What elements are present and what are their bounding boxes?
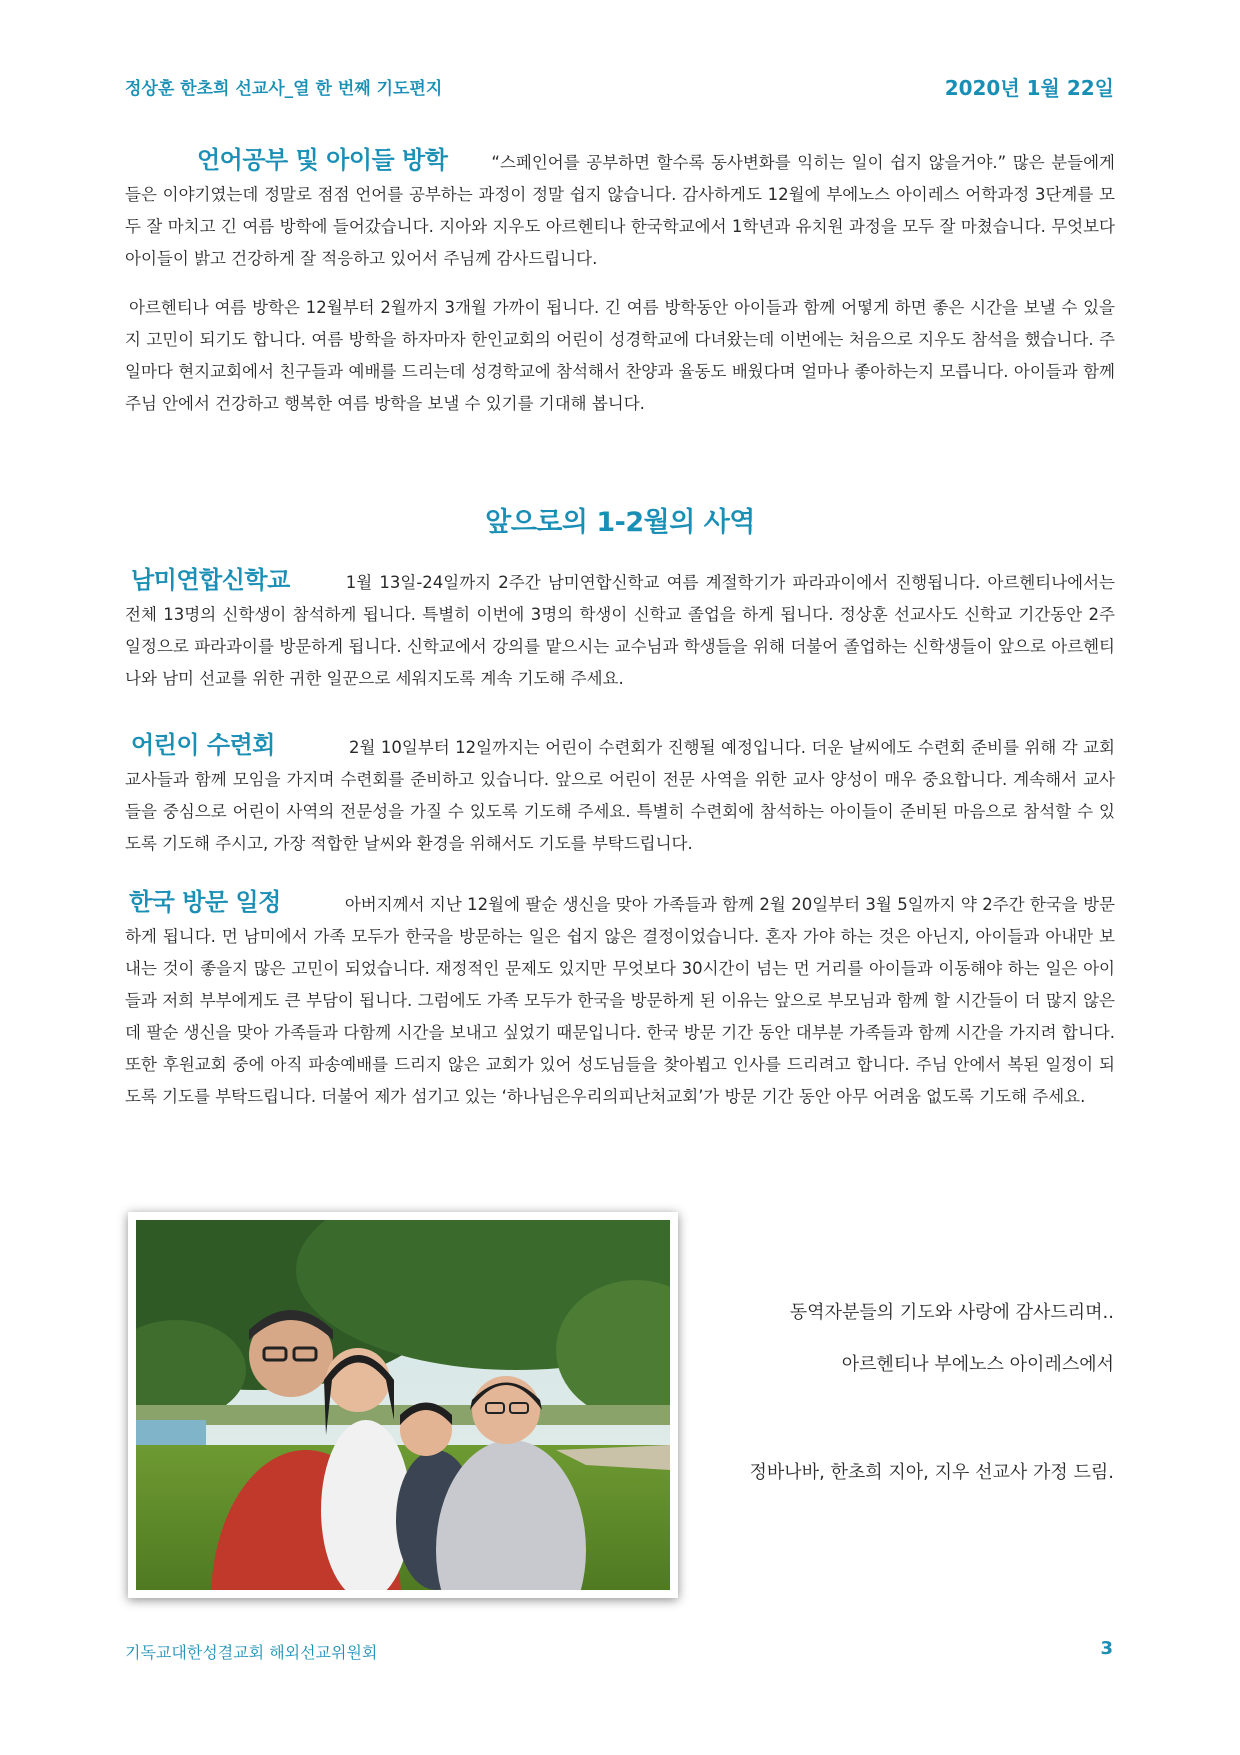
header-title: 정상훈 한초희 선교사_열 한 번째 기도편지 — [125, 79, 443, 99]
closing-location: 아르헨티나 부에노스 아이레스에서 — [841, 1354, 1114, 1375]
closing-thanks: 동역자분들의 기도와 사랑에 감사드리며.. — [789, 1302, 1114, 1323]
ministry-item-heading: 한국 방문 일정 — [129, 888, 281, 916]
ministry-title: 앞으로의 1-2월의 사역 — [485, 507, 755, 538]
ministry-item-children-retreat — [125, 729, 1115, 860]
ministry-item-seminary — [125, 564, 1115, 695]
ministry-item-heading: 어린이 수련회 — [131, 731, 275, 759]
closing-signature: 정바나바, 한초희 지아, 지우 선교사 가정 드림. — [749, 1462, 1114, 1483]
intro-paragraph — [125, 144, 1115, 275]
family-photo-image — [136, 1220, 670, 1590]
ministry-item-body: 1월 13일-24일까지 2주간 남미연합신학교 여름 계절학기가 파라과이에서 진행됩니다. 아르헨티나에서는 전체 13명의 신학생이 참석하게 됩니다. 특별히 이번에 3명의 학생이 신학교 졸업을 하게 됩니다. 정상훈 선교사도 신학교 기간동안 2주 일정으로 파라과이를 방문하게 됩니다. 신학교에서 강의를 맡으시는 교수님과 학생들을 위해 더불어 졸업하는 신학생들이 앞으로 아르헨티나와 남미 선교를 위한 귀한 일꾼으로 세워지도록 계속 기도해 주세요. — [125, 573, 1115, 688]
intro-body: “스페인어를 공부하면 할수록 동사변화를 익히는 일이 쉽지 않을거야.” 많은 분들에게 들은 이야기였는데 정말로 점점 언어를 공부하는 과정이 정말 쉽지 않습니다. 감사하게도 12월에 부에노스 아이레스 어학과정 3단계를 모두 잘 마치고 긴 여름 방학에 들어갔습니다. 지아와 지우도 아르헨티나 한국학교에서 1학년과 유치원 과정을 모두 잘 마쳤습니다. 무엇보다 아이들이 밝고 건강하게 잘 적응하고 있어서 주님께 감사드립니다. — [125, 153, 1115, 268]
page-number: 3 — [1100, 1638, 1113, 1659]
family-photo — [128, 1212, 678, 1598]
ministry-item-korea-visit — [125, 886, 1115, 1113]
header-date: 2020년 1월 22일 — [944, 76, 1114, 100]
intro-heading: 언어공부 및 아이들 방학 — [197, 146, 448, 174]
ministry-item-body: 아버지께서 지난 12월에 팔순 생신을 맞아 가족들과 함께 2월 20일부터 3월 5일까지 약 2주간 한국을 방문하게 됩니다. 먼 남미에서 가족 모두가 한국을 방문하는 일은 쉽지 않은 결정이었습니다. 혼자 가야 하는 것은 아닌지, 아이들과 아내만 보내는 것이 좋을지 많은 고민이 되었습니다. 재정적인 문제도 있지만 무엇보다 30시간이 넘는 먼 거리를 아이들과 이동해야 하는 일은 아이들과 저희 부부에게도 큰 부담이 됩니다. 그럼에도 가족 모두가 한국을 방문하게 된 이유는 앞으로 부모님과 함께 할 시간들이 더 많지 않은데 팔순 생신을 맞아 가족들과 다함께 시간을 보내고 싶었기 때문입니다. 한국 방문 기간 동안 대부분 가족들과 함께 시간을 가지려 합니다. 또한 후원교회 중에 아직 파송예배를 드리지 않은 교회가 있어 성도님들을 찾아뵙고 인사를 드리려고 합니다. 주님 안에서 복된 일정이 되도록 기도를 부탁드립니다. 더불어 제가 섬기고 있는 ‘하나님은우리의피난처교회’가 방문 기간 동안 아무 어려움 없도록 기도해 주세요. — [125, 895, 1115, 1106]
ministry-item-heading: 남미연합신학교 — [131, 566, 290, 594]
ministry-item-body: 2월 10일부터 12일까지는 어린이 수련회가 진행될 예정입니다. 더운 날씨에도 수련회 준비를 위해 각 교회 교사들과 함께 모임을 가지며 수련회를 준비하고 있습니다. 앞으로 어린이 전문 사역을 위한 교사 양성이 매우 중요합니다. 계속해서 교사들을 중심으로 어린이 사역의 전문성을 가질 수 있도록 기도해 주세요. 특별히 수련회에 참석하는 아이들이 준비된 마음으로 참석할 수 있도록 기도해 주시고, 가장 적합한 날씨와 환경을 위해서도 기도를 부탁드립니다. — [125, 738, 1115, 853]
footer-organization: 기독교대한성결교회 해외선교위원회 — [125, 1643, 378, 1662]
intro-paragraph-2: 아르헨티나 여름 방학은 12월부터 2월까지 3개월 가까이 됩니다. 긴 여름 방학동안 아이들과 함께 어떻게 하면 좋은 시간을 보낼 수 있을지 고민이 되기도 합니다. 여름 방학을 하자마자 한인교회의 어린이 성경학교에 다녀왔는데 이번에는 처음으로 지우도 참석을 했습니다. 주일마다 현지교회에서 친구들과 예배를 드리는데 성경학교에 참석해서 찬양과 율동도 배웠다며 얼마나 좋아하는지 모릅니다. 아이들과 함께 주님 안에서 건강하고 행복한 여름 방학을 보낼 수 있기를 기대해 봅니다. — [125, 298, 1115, 413]
